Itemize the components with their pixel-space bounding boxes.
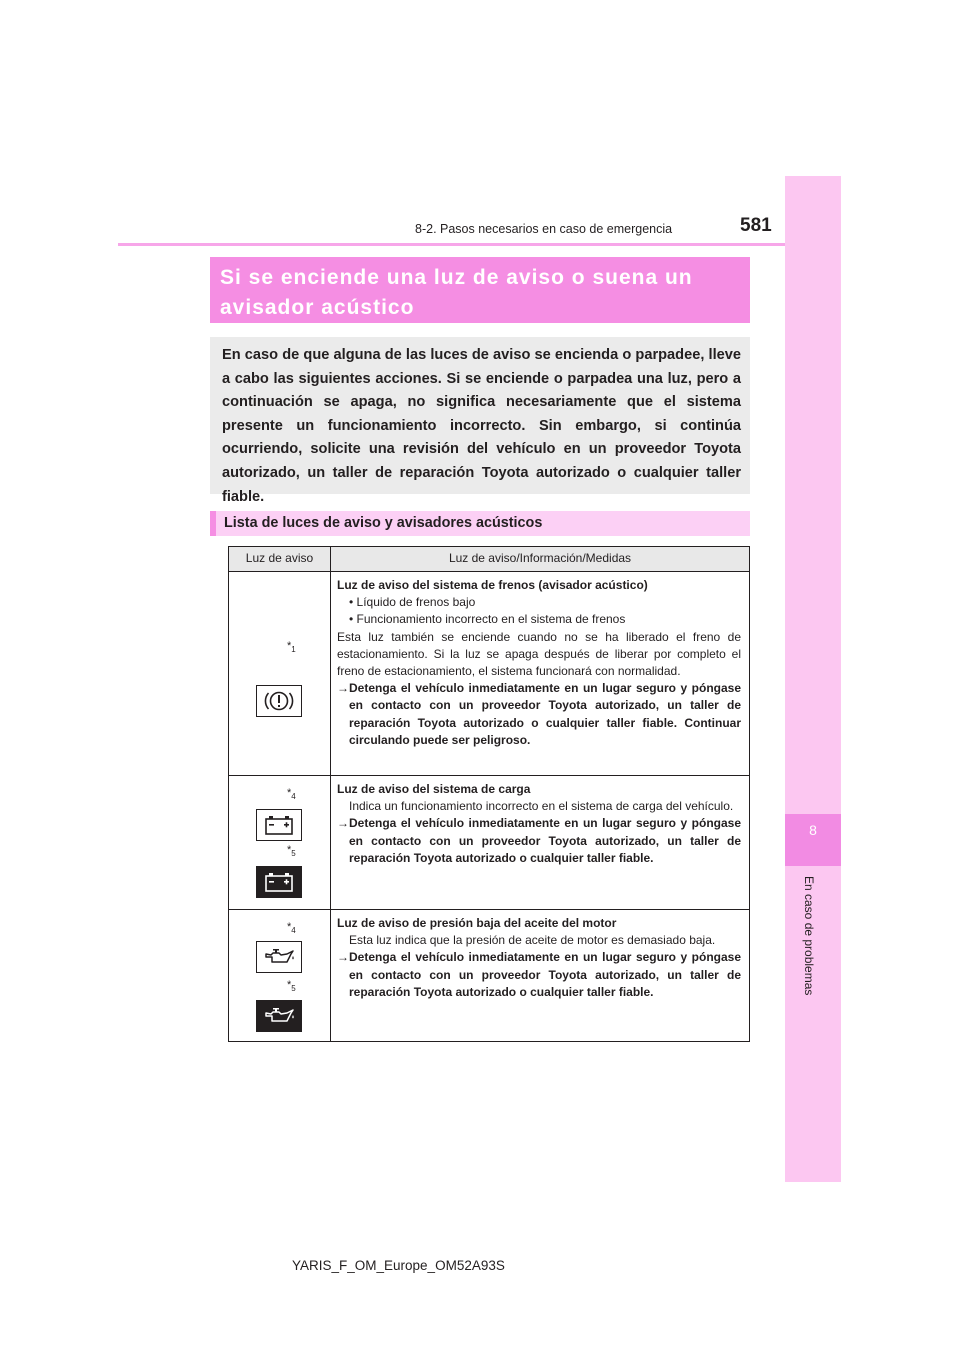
action-text: → Detenga el vehículo inmediatamente en un lugar seguro y póngase en contacto con un proveedor Toyota autorizado, un taller de reparación Toyota autorizado o cualquier taller fiable.	[337, 816, 741, 865]
warning-lights-table	[228, 546, 750, 1042]
oil-can-icon	[256, 1000, 302, 1032]
section-title: Si se enciende una luz de aviso o suena un avisador acústico	[210, 257, 750, 323]
chapter-side-tab	[785, 176, 841, 1182]
intro-paragraph: En caso de que alguna de las luces de aviso se encienda o parpadee, lleve a cabo las siguientes acciones. Si se enciende o parpadea una luz, pero a continuación se apaga, no significa necesariamente que el sistema presente un funcionamiento incorrecto. Sin embargo, si continúa ocurriendo, solicite una revisión del vehículo en un proveedor Toyota autorizado, un taller de reparación Toyota autorizado o cualquier taller fiable.	[210, 337, 750, 494]
description-cell	[331, 572, 750, 776]
column-header: Luz de aviso/Información/Medidas	[331, 547, 750, 572]
subheading	[210, 511, 750, 536]
table-row	[229, 572, 750, 776]
bullet-item: • Funcionamiento incorrecto en el sistema de frenos	[349, 612, 626, 627]
section-path: 8-2. Pasos necesarios en caso de emergencia	[415, 222, 673, 236]
action-text: → Detenga el vehículo inmediatamente en un lugar seguro y póngase en contacto con un proveedor Toyota autorizado, un taller de reparación Toyota autorizado o cualquier taller fiable.	[337, 950, 741, 999]
footnote-mark: $*_5$	[287, 979, 296, 994]
description-cell	[331, 910, 750, 1042]
footnote-mark: $*_1$	[287, 640, 296, 655]
battery-icon	[256, 866, 302, 898]
footnote-mark: $*_4$	[287, 921, 296, 936]
icon-cell	[229, 572, 331, 776]
chapter-number: 8	[809, 822, 817, 838]
chapter-label: En caso de problemas	[802, 876, 816, 996]
action-text: → Detenga el vehículo inmediatamente en un lugar seguro y póngase en contacto con un proveedor Toyota autorizado, un taller de reparación Toyota autorizado o cualquier taller fiable. Continuar circulando puede ser peligroso.	[337, 681, 741, 747]
table-header-row	[229, 547, 750, 572]
bullet-item: • Líquido de frenos bajo	[349, 595, 476, 610]
icon-cell	[229, 776, 331, 910]
battery-icon	[256, 809, 302, 841]
brake-warning-icon	[256, 685, 302, 717]
subheading-text: Lista de luces de aviso y avisadores acústicos	[224, 515, 543, 531]
header-rule	[118, 243, 785, 246]
warning-description: Indica un funcionamiento incorrecto en el sistema de carga del vehículo.	[349, 799, 734, 814]
warning-title: Luz de aviso de presión baja del aceite del motor	[337, 916, 617, 930]
column-header: Luz de aviso	[229, 547, 331, 572]
footnote-mark: $*_4$	[287, 787, 296, 802]
warning-description: Esta luz indica que la presión de aceite de motor es demasiado baja.	[349, 933, 716, 948]
warning-description: Esta luz también se enciende cuando no se ha liberado el freno de estacionamiento. Si la luz se apaga después de liberar por completo el freno de estacionamiento, el sistema funcionará con normalidad.	[337, 629, 741, 679]
warning-title: Luz de aviso del sistema de carga	[337, 782, 531, 796]
description-cell	[331, 776, 750, 910]
footnote-mark: $*_5$	[287, 844, 296, 859]
table-row	[229, 910, 750, 1042]
table-row	[229, 776, 750, 910]
document-code: YARIS_F_OM_Europe_OM52A93S	[292, 1258, 505, 1273]
icon-cell	[229, 910, 331, 1042]
page-number: 581	[740, 215, 772, 236]
oil-can-icon	[256, 941, 302, 973]
warning-title: Luz de aviso del sistema de frenos (avisador acústico)	[337, 578, 648, 592]
